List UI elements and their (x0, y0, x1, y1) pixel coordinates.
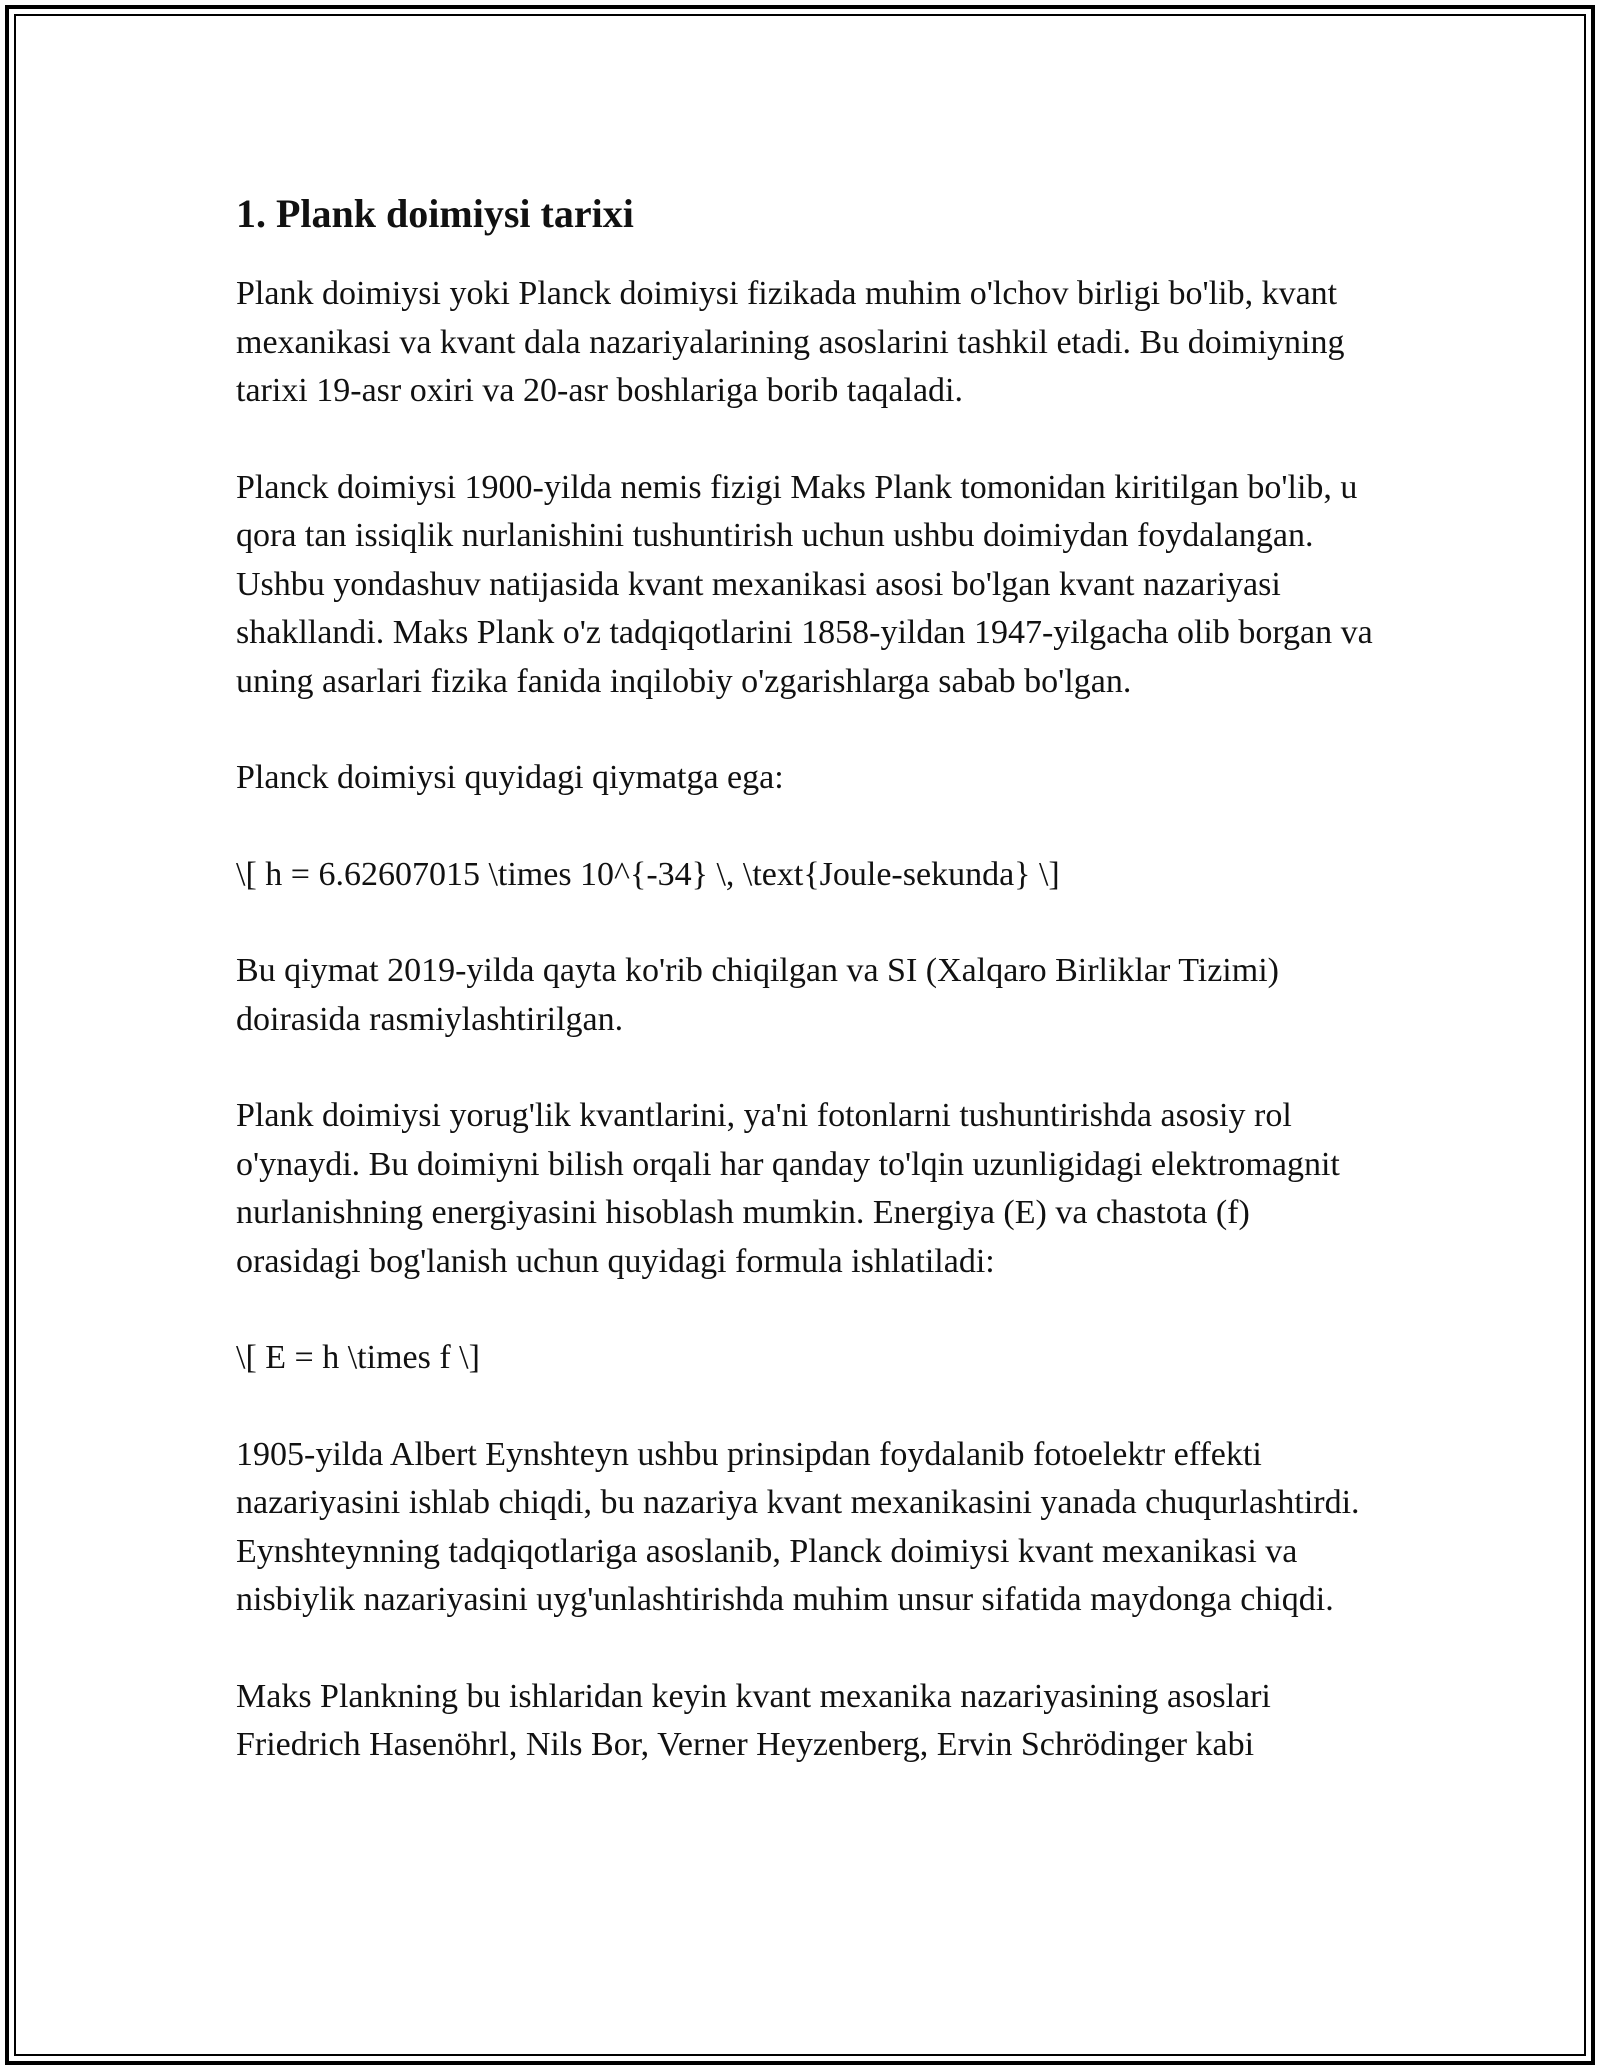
paragraph-value-intro: Planck doimiysi quyidagi qiymatga ega: (236, 759, 784, 796)
paragraph-photons: Plank doimiysi yorug'lik kvantlarini, ya'ni fotonlarni tushuntirishda asosiy rol o'ynaydi. Bu doimiyni bilish orqali har qanday to'lqin uzunligidagi elektromagnit nurlanishning energiyasini hisoblash mumkin. Energiya (E) va chastota (f) orasidagi bog'lanish uchun quyidagi formula ishlatiladi: (236, 1097, 1340, 1280)
formula-energy: \[ E = h \times f \] (236, 1339, 480, 1376)
paragraph-si: Bu qiymat 2019-yilda qayta ko'rib chiqilgan va SI (Xalqaro Birliklar Tizimi) doirasida rasmiylashtirilgan. (236, 952, 1279, 1038)
paragraph-followers: Maks Plankning bu ishlaridan keyin kvant mexanika nazariyasining asoslari Friedrich Hasenöhrl, Nils Bor, Verner Heyzenberg, Ervin Schrödinger kabi (236, 1677, 1271, 1763)
formula-planck-value: \[ h = 6.62607015 \times 10^{-34} \, \text{Joule-sekunda} \] (236, 855, 1060, 893)
paragraph-history: Planck doimiysi 1900-yilda nemis fizigi Maks Plank tomonidan kiritilgan bo'lib, u qora tan issiqlik nurlanishini tushuntirish uchun ushbu doimiydan foydalangan. Ushbu yondashuv natijasida kvant mexanikasi asosi bo'lgan kvant nazariyasi shakllandi. Maks Plank o'z tadqiqotlarini 1858-yildan 1947-yilgacha olib borgan va uning asarlari fizika fanida inqilobiy o'zgarishlarga sabab bo'lgan. (236, 468, 1373, 700)
section-heading: 1. Plank doimiysi tarixi (236, 191, 634, 236)
document-body (236, 185, 1376, 1818)
paragraph-einstein: 1905-yilda Albert Eynshteyn ushbu prinsipdan foydalanib fotoelektr effekti nazariyasini ishlab chiqdi, bu nazariya kvant mexanikasini yanada chuqurlashtirdi. Eynshteynning tadqiqotlariga asoslanib, Planck doimiysi kvant mexanikasi va nisbiylik nazariyasini uyg'unlashtirishda muhim unsur sifatida maydonga chiqdi. (236, 1435, 1360, 1618)
paragraph-intro: Plank doimiysi yoki Planck doimiysi fizikada muhim o'lchov birligi bo'lib, kvant mexanikasi va kvant dala nazariyalarining asoslarini tashkil etadi. Bu doimiyning tarixi 19-asr oxiri va 20-asr boshlariga borib taqaladi. (236, 275, 1345, 409)
